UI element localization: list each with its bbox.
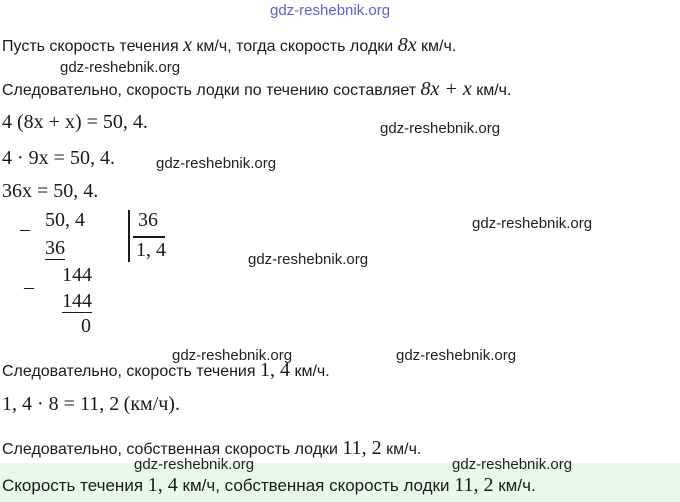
- division-dividend: 50, 4: [45, 209, 85, 231]
- watermark: gdz-reshebnik.org: [472, 215, 593, 232]
- division-remainder-1: 144: [62, 264, 92, 286]
- equation-1: 4 (8x + x) = 50, 4.: [2, 111, 148, 133]
- boat-speed-value: 11, 2: [342, 437, 382, 459]
- watermark: gdz-reshebnik.org: [380, 120, 501, 137]
- var-8x: 8x: [397, 34, 417, 56]
- equation-3: 36x = 50, 4.: [2, 180, 99, 202]
- division-minus-1: –: [20, 218, 30, 240]
- watermark: gdz-reshebnik.org: [60, 59, 181, 76]
- division-divisor-line: [133, 236, 165, 238]
- current-speed-value: 1, 4: [259, 359, 290, 381]
- watermark: gdz-reshebnik.org: [396, 347, 517, 364]
- answer-current-speed: 1, 4: [147, 474, 178, 496]
- watermark: gdz-reshebnik.org: [134, 456, 255, 473]
- text-line-1: Пусть скорость течения x км/ч, тогда скорость лодки 8x км/ч.: [2, 34, 457, 56]
- watermark: gdz-reshebnik.org: [156, 155, 277, 172]
- text-line-2: Следовательно, скорость лодки по течению составляет 8x + x км/ч.: [2, 78, 512, 100]
- division-divisor: 36: [138, 209, 158, 231]
- conclusion-line-2: Следовательно, собственная скорость лодки 11, 2 км/ч.: [2, 437, 422, 459]
- division-subtrahend-1: 36: [45, 237, 65, 259]
- answer-boat-speed: 11, 2: [454, 474, 494, 496]
- var-x: x: [183, 34, 192, 56]
- watermark: gdz-reshebnik.org: [172, 347, 293, 364]
- division-quotient: 1, 4: [136, 239, 166, 261]
- division-result: 0: [81, 315, 91, 337]
- equation-2: 4 · 9x = 50, 4.: [2, 147, 115, 169]
- conclusion-line-1: Следовательно, скорость течения 1, 4 км/ч.: [2, 359, 330, 381]
- division-subtrahend-2: 144: [62, 290, 92, 312]
- watermark: gdz-reshebnik.org: [248, 251, 369, 268]
- division-minus-2: –: [24, 276, 34, 298]
- watermark: gdz-reshebnik.org: [452, 456, 573, 473]
- division-vertical-line: [128, 210, 130, 262]
- expr-8x-plus-x: 8x + x: [420, 78, 472, 100]
- watermark-top: gdz-reshebnik.org: [270, 2, 391, 19]
- answer-line: Скорость течения 1, 4 км/ч, собственная скорость лодки 11, 2 км/ч.: [2, 474, 536, 496]
- calculation-line: 1, 4 · 8 = 11, 2 (км/ч).: [2, 393, 180, 415]
